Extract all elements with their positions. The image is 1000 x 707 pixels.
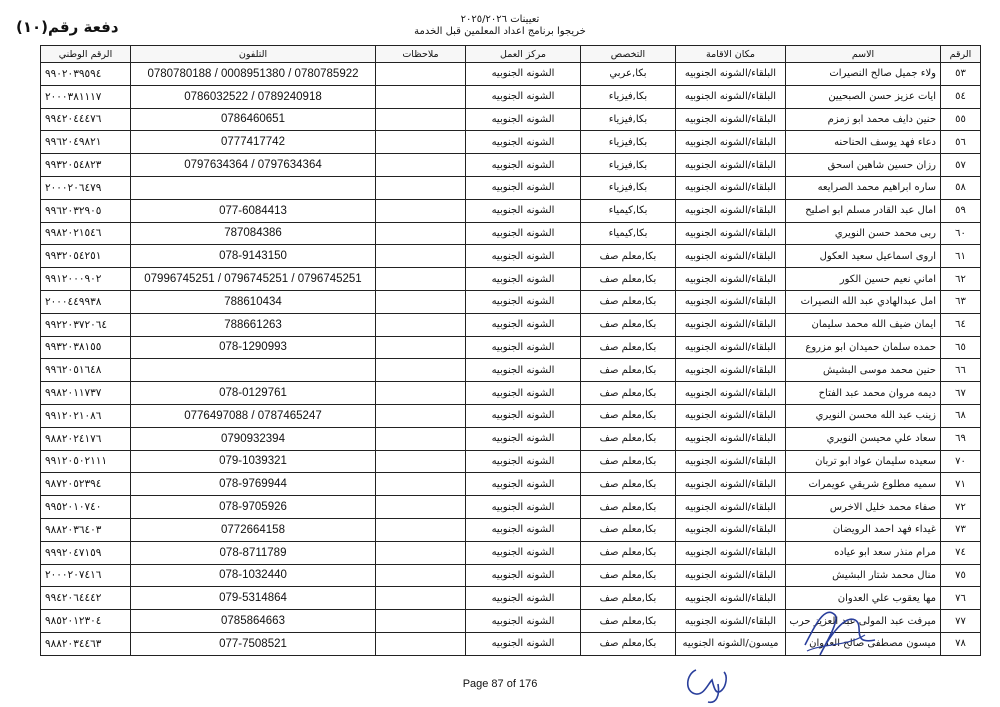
table-row — [41, 63, 981, 86]
row-phone: 078-1032440 — [131, 564, 376, 587]
row-work-center: الشونه الجنوبيه — [466, 290, 581, 313]
row-specialization: بكا,فيزياء — [581, 131, 676, 154]
row-residence: البلقاء/الشونه الجنوبيه — [676, 359, 786, 382]
row-residence: البلقاء/الشونه الجنوبيه — [676, 199, 786, 222]
row-work-center: الشونه الجنوبيه — [466, 131, 581, 154]
row-phone: 788661263 — [131, 313, 376, 336]
row-phone: 788610434 — [131, 290, 376, 313]
table-row — [41, 336, 981, 359]
employees-table — [40, 45, 981, 656]
row-specialization: بكا,معلم صف — [581, 404, 676, 427]
row-national-id: ٩٩٢٢٠٣٧٢٠٦٤ — [41, 313, 131, 336]
row-work-center: الشونه الجنوبيه — [466, 154, 581, 177]
row-phone: 078-1290993 — [131, 336, 376, 359]
row-work-center: الشونه الجنوبيه — [466, 632, 581, 655]
row-notes — [376, 245, 466, 268]
row-residence: البلقاء/الشونه الجنوبيه — [676, 450, 786, 473]
row-phone: 0785864663 — [131, 610, 376, 633]
table-row — [41, 404, 981, 427]
row-notes — [376, 473, 466, 496]
row-notes — [376, 404, 466, 427]
row-number: ٥٧ — [941, 154, 981, 177]
table-row — [41, 108, 981, 131]
row-national-id: ٩٩٣٢٠٥٤٨٢٣ — [41, 154, 131, 177]
row-national-id: ٩٩٣٢٠٥٤٢٥١ — [41, 245, 131, 268]
row-number: ٧٨ — [941, 632, 981, 655]
row-number: ٥٣ — [941, 63, 981, 86]
row-notes — [376, 382, 466, 405]
row-work-center: الشونه الجنوبيه — [466, 63, 581, 86]
row-residence: البلقاء/الشونه الجنوبيه — [676, 518, 786, 541]
row-work-center: الشونه الجنوبيه — [466, 199, 581, 222]
row-specialization: بكا,كيمياء — [581, 222, 676, 245]
row-specialization: بكا,معلم صف — [581, 336, 676, 359]
table-row — [41, 131, 981, 154]
row-residence: البلقاء/الشونه الجنوبيه — [676, 404, 786, 427]
row-national-id: ٩٩٤٢٠٤٤٤٧٦ — [41, 108, 131, 131]
col-header-national-id: الرقم الوطني — [41, 46, 131, 63]
col-header-work-center: مركز العمل — [466, 46, 581, 63]
row-specialization: بكا,فيزياء — [581, 176, 676, 199]
row-phone: 078-9705926 — [131, 496, 376, 519]
row-national-id: ٩٩٦٢٠٤٩٨٢١ — [41, 131, 131, 154]
row-phone: 078-9769944 — [131, 473, 376, 496]
row-residence: البلقاء/الشونه الجنوبيه — [676, 154, 786, 177]
row-residence: البلقاء/الشونه الجنوبيه — [676, 222, 786, 245]
row-name: منال محمد شتار البشيش — [786, 564, 941, 587]
row-residence: البلقاء/الشونه الجنوبيه — [676, 176, 786, 199]
row-national-id: ٢٠٠٠٢٠٦٤٧٩ — [41, 176, 131, 199]
row-name: امل عبدالهادي عبد الله النصيرات — [786, 290, 941, 313]
row-specialization: بكا,معلم صف — [581, 496, 676, 519]
row-name: غيداء فهد احمد الرويضان — [786, 518, 941, 541]
row-number: ٦١ — [941, 245, 981, 268]
row-notes — [376, 587, 466, 610]
row-work-center: الشونه الجنوبيه — [466, 587, 581, 610]
table-row — [41, 268, 981, 291]
row-number: ٧٣ — [941, 518, 981, 541]
row-residence: البلقاء/الشونه الجنوبيه — [676, 541, 786, 564]
row-specialization: بكا,معلم صف — [581, 473, 676, 496]
row-number: ٥٩ — [941, 199, 981, 222]
row-work-center: الشونه الجنوبيه — [466, 85, 581, 108]
table-row — [41, 564, 981, 587]
table-row — [41, 245, 981, 268]
row-notes — [376, 610, 466, 633]
row-notes — [376, 290, 466, 313]
row-national-id: ٩٩٦٢٠٥١٦٤٨ — [41, 359, 131, 382]
row-number: ٧٤ — [941, 541, 981, 564]
row-specialization: بكا,معلم صف — [581, 268, 676, 291]
row-notes — [376, 427, 466, 450]
row-name: سميه مطلوع شريقي عويمرات — [786, 473, 941, 496]
row-phone: 787084386 — [131, 222, 376, 245]
row-phone: 0790932394 — [131, 427, 376, 450]
row-national-id: ٩٨٥٢٠١٢٣٠٤ — [41, 610, 131, 633]
row-notes — [376, 85, 466, 108]
row-notes — [376, 108, 466, 131]
col-header-phone: التلفون — [131, 46, 376, 63]
row-notes — [376, 131, 466, 154]
row-number: ٧٦ — [941, 587, 981, 610]
row-national-id: ٢٠٠٠٤٤٩٩٣٨ — [41, 290, 131, 313]
row-work-center: الشونه الجنوبيه — [466, 268, 581, 291]
row-specialization: بكا,معلم صف — [581, 518, 676, 541]
row-residence: البلقاء/الشونه الجنوبيه — [676, 336, 786, 359]
row-specialization: بكا,فيزياء — [581, 154, 676, 177]
row-national-id: ٩٩١٢٠٥٠٢١١١ — [41, 450, 131, 473]
col-header-specialization: التخصص — [581, 46, 676, 63]
row-phone — [131, 176, 376, 199]
row-work-center: الشونه الجنوبيه — [466, 518, 581, 541]
row-number: ٦٩ — [941, 427, 981, 450]
row-national-id: ٩٩٨٢٠١١٧٣٧ — [41, 382, 131, 405]
row-specialization: بكا,معلم صف — [581, 610, 676, 633]
row-national-id: ٩٩١٢٠٠٠٩٠٢ — [41, 268, 131, 291]
row-number: ٥٤ — [941, 85, 981, 108]
row-number: ٦٢ — [941, 268, 981, 291]
row-specialization: بكا,فيزياء — [581, 108, 676, 131]
row-residence: البلقاء/الشونه الجنوبيه — [676, 131, 786, 154]
row-specialization: بكا,معلم صف — [581, 541, 676, 564]
row-specialization: بكا,معلم صف — [581, 245, 676, 268]
row-specialization: بكا,معلم صف — [581, 427, 676, 450]
row-specialization: بكا,معلم صف — [581, 359, 676, 382]
row-specialization: بكا,معلم صف — [581, 313, 676, 336]
header-line-1: تعيينات ٢٠٢٥/٢٠٢٦ — [460, 14, 540, 25]
row-name: امال عبد القادر مسلم ابو اصليح — [786, 199, 941, 222]
row-name: اروى اسماعيل سعيد العكول — [786, 245, 941, 268]
row-name: ايات عزيز حسن الصبحيين — [786, 85, 941, 108]
row-national-id: ٩٩٤٢٠٦٤٤٤٢ — [41, 587, 131, 610]
row-name: ربى محمد حسن النويري — [786, 222, 941, 245]
col-header-residence: مكان الاقامة — [676, 46, 786, 63]
row-residence: البلقاء/الشونه الجنوبيه — [676, 245, 786, 268]
row-specialization: بكا,معلم صف — [581, 632, 676, 655]
page-number-footer: Page 87 of 176 — [462, 678, 538, 690]
col-header-notes: ملاحظات — [376, 46, 466, 63]
table-row — [41, 85, 981, 108]
row-national-id: ٩٩٣٢٠٣٨١٥٥ — [41, 336, 131, 359]
table-row — [41, 154, 981, 177]
row-name: ايمان ضيف الله محمد سليمان — [786, 313, 941, 336]
row-notes — [376, 359, 466, 382]
row-national-id: ٩٨٨٢٠٣٤٤٦٣ — [41, 632, 131, 655]
row-phone: 077-7508521 — [131, 632, 376, 655]
row-phone: 077-6084413 — [131, 199, 376, 222]
row-notes — [376, 176, 466, 199]
row-number: ٧١ — [941, 473, 981, 496]
row-work-center: الشونه الجنوبيه — [466, 313, 581, 336]
row-specialization: بكا,معلم صف — [581, 587, 676, 610]
row-number: ٦٤ — [941, 313, 981, 336]
row-phone: 078-0129761 — [131, 382, 376, 405]
row-notes — [376, 154, 466, 177]
row-work-center: الشونه الجنوبيه — [466, 382, 581, 405]
row-national-id: ٩٩١٢٠٢١٠٨٦ — [41, 404, 131, 427]
row-work-center: الشونه الجنوبيه — [466, 450, 581, 473]
row-name: رزان حسين شاهين اسحق — [786, 154, 941, 177]
row-national-id: ٩٨٧٢٠٥٢٣٩٤ — [41, 473, 131, 496]
row-number: ٧٧ — [941, 610, 981, 633]
row-phone: 0776497088 / 0787465247 — [131, 404, 376, 427]
row-work-center: الشونه الجنوبيه — [466, 427, 581, 450]
row-residence: البلقاء/الشونه الجنوبيه — [676, 85, 786, 108]
row-notes — [376, 541, 466, 564]
row-national-id: ٩٩٥٢٠١٠٧٤٠ — [41, 496, 131, 519]
col-header-name: الاسم — [786, 46, 941, 63]
row-number: ٧٢ — [941, 496, 981, 519]
row-name: دعاء فهد يوسف الحناحنه — [786, 131, 941, 154]
row-number: ٦٣ — [941, 290, 981, 313]
row-national-id: ٩٨٨٢٠٢٤١٧٦ — [41, 427, 131, 450]
batch-label: دفعة رقم(١٠) — [16, 18, 119, 36]
row-phone: 0777417742 — [131, 131, 376, 154]
row-work-center: الشونه الجنوبيه — [466, 564, 581, 587]
row-notes — [376, 222, 466, 245]
row-notes — [376, 63, 466, 86]
row-phone: 079-5314864 — [131, 587, 376, 610]
row-specialization: بكا,معلم صف — [581, 450, 676, 473]
row-specialization: بكا,كيمياء — [581, 199, 676, 222]
row-name: ديمه مروان محمد عبد الفتاح — [786, 382, 941, 405]
row-national-id: ٩٩٠٢٠٣٩٥٩٤ — [41, 63, 131, 86]
row-name: حنين دايف محمد ابو زمزم — [786, 108, 941, 131]
row-notes — [376, 450, 466, 473]
row-number: ٧٥ — [941, 564, 981, 587]
row-work-center: الشونه الجنوبيه — [466, 108, 581, 131]
row-work-center: الشونه الجنوبيه — [466, 245, 581, 268]
row-name: ميسون مصطفى صالح العدوان — [786, 632, 941, 655]
table-row — [41, 473, 981, 496]
table-header-row — [41, 46, 981, 63]
row-name: مرام منذر سعد ابو عياده — [786, 541, 941, 564]
row-phone: 07996745251 / 0796745251 / 0796745251 — [131, 268, 376, 291]
row-national-id: ٩٩٦٢٠٣٢٩٠٥ — [41, 199, 131, 222]
table-row — [41, 450, 981, 473]
row-notes — [376, 313, 466, 336]
row-number: ٥٥ — [941, 108, 981, 131]
row-residence: البلقاء/الشونه الجنوبيه — [676, 63, 786, 86]
header-line-2: خريجوا برنامج اعداد المعلمين قبل الخدمة — [414, 26, 586, 37]
row-national-id: ٢٠٠٠٢٠٧٤١٦ — [41, 564, 131, 587]
row-number: ٦٠ — [941, 222, 981, 245]
row-notes — [376, 336, 466, 359]
row-name: ساره ابراهيم محمد الصرايعه — [786, 176, 941, 199]
table-row — [41, 290, 981, 313]
row-specialization: بكا,معلم صف — [581, 290, 676, 313]
row-number: ٦٦ — [941, 359, 981, 382]
row-name: مها يعقوب علي العدوان — [786, 587, 941, 610]
row-number: ٧٠ — [941, 450, 981, 473]
table-row — [41, 541, 981, 564]
row-name: سعيده سليمان عواد ابو تربان — [786, 450, 941, 473]
row-work-center: الشونه الجنوبيه — [466, 496, 581, 519]
row-residence: البلقاء/الشونه الجنوبيه — [676, 427, 786, 450]
row-work-center: الشونه الجنوبيه — [466, 541, 581, 564]
row-work-center: الشونه الجنوبيه — [466, 404, 581, 427]
row-notes — [376, 496, 466, 519]
row-notes — [376, 199, 466, 222]
row-national-id: ٩٨٨٢٠٣٦٤٠٣ — [41, 518, 131, 541]
row-work-center: الشونه الجنوبيه — [466, 176, 581, 199]
table-row — [41, 518, 981, 541]
table-row — [41, 496, 981, 519]
row-work-center: الشونه الجنوبيه — [466, 336, 581, 359]
row-residence: البلقاء/الشونه الجنوبيه — [676, 382, 786, 405]
row-specialization: بكا,معلم صف — [581, 564, 676, 587]
row-specialization: بكا,فيزياء — [581, 85, 676, 108]
row-phone: 078-9143150 — [131, 245, 376, 268]
row-residence: البلقاء/الشونه الجنوبيه — [676, 473, 786, 496]
col-header-number: الرقم — [941, 46, 981, 63]
row-phone: 0797634364 / 0797634364 — [131, 154, 376, 177]
table-row — [41, 176, 981, 199]
row-national-id: ٩٩٨٢٠٢١٥٤٦ — [41, 222, 131, 245]
document-header — [0, 14, 1000, 38]
row-work-center: الشونه الجنوبيه — [466, 610, 581, 633]
table-row — [41, 382, 981, 405]
table-row — [41, 427, 981, 450]
row-work-center: الشونه الجنوبيه — [466, 222, 581, 245]
row-residence: البلقاء/الشونه الجنوبيه — [676, 290, 786, 313]
row-residence: البلقاء/الشونه الجنوبيه — [676, 313, 786, 336]
table-row — [41, 359, 981, 382]
row-name: زينب عبد الله محسن النويري — [786, 404, 941, 427]
row-work-center: الشونه الجنوبيه — [466, 473, 581, 496]
row-notes — [376, 564, 466, 587]
row-phone: 079-1039321 — [131, 450, 376, 473]
row-name: صفاء محمد خليل الاخرس — [786, 496, 941, 519]
row-number: ٥٨ — [941, 176, 981, 199]
row-phone — [131, 359, 376, 382]
row-number: ٦٥ — [941, 336, 981, 359]
table-row — [41, 313, 981, 336]
row-number: ٦٧ — [941, 382, 981, 405]
row-specialization: بكا,عربي — [581, 63, 676, 86]
signature-mark-right — [795, 585, 885, 665]
row-national-id: ٢٠٠٠٣٨١١١٧ — [41, 85, 131, 108]
row-phone: 078-8711789 — [131, 541, 376, 564]
row-specialization: بكا,معلم صف — [581, 382, 676, 405]
row-phone: 0786460651 — [131, 108, 376, 131]
row-residence: البلقاء/الشونه الجنوبيه — [676, 268, 786, 291]
table-row — [41, 199, 981, 222]
row-number: ٦٨ — [941, 404, 981, 427]
row-name: حمده سلمان حميدان ابو مزروع — [786, 336, 941, 359]
row-residence: البلقاء/الشونه الجنوبيه — [676, 108, 786, 131]
row-notes — [376, 268, 466, 291]
row-notes — [376, 632, 466, 655]
row-name: ولاء جميل صالح النصيرات — [786, 63, 941, 86]
row-work-center: الشونه الجنوبيه — [466, 359, 581, 382]
row-residence: البلقاء/الشونه الجنوبيه — [676, 610, 786, 633]
row-name: حنين محمد موسى البشيش — [786, 359, 941, 382]
row-phone: 0786032522 / 0789240918 — [131, 85, 376, 108]
table-row — [41, 222, 981, 245]
row-phone: 0772664158 — [131, 518, 376, 541]
row-notes — [376, 518, 466, 541]
row-residence: البلقاء/الشونه الجنوبيه — [676, 587, 786, 610]
row-residence: البلقاء/الشونه الجنوبيه — [676, 496, 786, 519]
row-number: ٥٦ — [941, 131, 981, 154]
row-name: ميرفت عبد المولى عبد العزيز حرب — [786, 610, 941, 633]
row-national-id: ٩٩٩٢٠٤٧١٥٩ — [41, 541, 131, 564]
row-name: سعاد علي محيسن النويري — [786, 427, 941, 450]
row-name: اماني نعيم حسين الكور — [786, 268, 941, 291]
row-residence: ميسون/الشونه الجنوبيه — [676, 632, 786, 655]
row-residence: البلقاء/الشونه الجنوبيه — [676, 564, 786, 587]
row-phone: 0780780188 / 0008951380 / 0780785922 — [131, 63, 376, 86]
